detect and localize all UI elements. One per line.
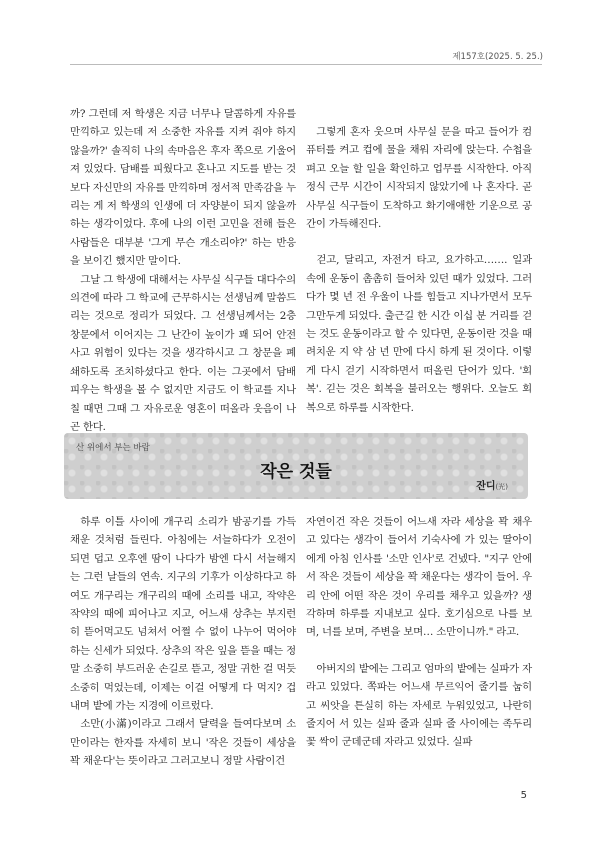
- page-number: 5: [520, 790, 527, 801]
- bottom-right-column: [306, 513, 532, 752]
- issue-label: 제157호(2025. 5. 25.): [452, 52, 543, 62]
- bottom-left-column: [70, 513, 296, 771]
- top-left-column: [70, 105, 296, 436]
- paragraph: 하루 이틀 사이에 개구리 소리가 밤공기를 가득 채운 것처럼 들린다. 아침에는 서늘하다가 오전이 되면 덥고 오후엔 땀이 나다가 밤엔 다시 서늘해지는 그런 날들의 연속. 지구의 기후가 이상하다고 하여도 개구리는 개구리의 때에 소리를 내고, 작약은 작약의 때에 피어나고 지고, 어느새 상추는 부지런히 뜯어먹고도 넘쳐서 어쩔 수 없이 나누어 먹어야 하는 신세가 되었다. 상추의 작은 잎을 뜯을 때는 정말 소중히 부드러운 손길로 뜯고, 정말 귀한 걸 먹듯 소중히 먹었는데, 이제는 이걸 어떻게 다 먹지? 겁내며 밭에 가는 지경에 이르렀다.: [70, 516, 296, 713]
- paragraph: 그날 그 학생에 대해서는 사무실 식구들 대다수의 의견에 따라 그 학교에 근무하시는 선생님께 말씀드리는 것으로 정리가 되었다. 그 선생님께서는 2층 창문에서 이어지는 그 난간이 높이가 꽤 되어 안전사고 위험이 있다는 것을 생각하시고 그 창문을 폐쇄하도록 조치하셨다고 한다. 이는 그곳에서 담배 피우는 학생을 볼 수 없지만 지금도 이 학교를 지나칠 때면 그때 그 자유로운 영혼이 떠올라 웃음이 나곤 한다.: [70, 273, 296, 433]
- header-divider: [70, 64, 542, 65]
- series-title: 산 위에서 부는 바람: [76, 443, 150, 453]
- top-right-column: [306, 105, 532, 417]
- article-banner: [64, 433, 528, 499]
- paragraph: 자연이건 작은 것들이 어느새 자라 세상을 꽉 채우고 있다는 생각이 들어서 기숙사에 가 있는 딸아이에게 아침 인사를 '소만 인사'로 건넸다. "지구 안에서 작은 것들이 세상을 꽉 채운다는 생각이 들어. 우리 안에 어떤 작은 것이 우리를 채우고 있을까? 생각하며 하루를 지내보고 싶다. 호기심으로 나를 보며, 너를 보며, 주변을 보며… 소만이니까." 라고.: [306, 516, 532, 639]
- paragraph: 까? 그런데 저 학생은 지금 너무나 달콤하게 자유를 만끽하고 있는데 저 소중한 자유를 지켜 줘야 하지 않을까?' 솔직히 나의 속마음은 후자 쪽으로 기울어져 있었다. 담배를 피웠다고 혼나고 지도를 받는 것보다 자신만의 자유를 만끽하며 정서적 만족감을 누리는 게 저 학생의 인생에 더 자양분이 되지 않을까 하는 생각이었다. 후에 나의 이런 고민을 전해 들은 사람들은 대부분 '그게 무슨 개소리야?' 하는 반응을 보이긴 했지만 말이다.: [70, 108, 296, 268]
- paragraph: 걷고, 달리고, 자전거 타고, 요가하고……. 일과 속에 운동이 촘촘히 들어차 있던 때가 있었다. 그러다가 몇 년 전 우울이 나를 힘들고 지나가면서 모두 그만두게 되었다. 출근길 한 시간 이십 분 거리를 걷는 것도 운동이라고 할 수 있다면, 운동이란 것을 때려치운 지 약 삼 년 만에 다시 하게 된 것이다. 이렇게 다시 걷기 시작하면서 떠올린 단어가 있다. '회복'. 긷는 것은 회복을 불러오는 행위다. 오늘도 회복으로 하루를 시작한다.: [306, 254, 532, 414]
- author-name: 잔디(光): [476, 481, 508, 492]
- paragraph: 그렇게 혼자 웃으며 사무실 문을 따고 들어가 컴퓨터를 켜고 컵에 물을 채워 자리에 앉는다. 수첩을 펴고 오늘 할 일을 확인하고 업무를 시작한다. 아직 정식 근무 시간이 시작되지 않았기에 나 혼자다. 곧 사무실 식구들이 도착하고 화기애애한 기운으로 공간이 가득해진다.: [306, 126, 532, 231]
- paragraph: 소만(小滿)이라고 그래서 달력을 들여다보며 소만이라는 한자를 자세히 보니 '작은 것들이 세상을 꽉 채운다'는 뜻이라고 그러고보니 정말 사람이건: [70, 718, 296, 768]
- article-title: 작은 것들: [260, 462, 332, 482]
- author-hanja: (光): [495, 483, 508, 491]
- paragraph: 아버지의 밭에는 그리고 엄마의 밭에는 실파가 자라고 있었다. 쪽파는 어느새 무르익어 줄기를 눕히고 씨앗을 튼실히 하는 자세로 누워있었고, 나란히 줄지어 서 있는 실파 줄과 실파 줄 사이에는 족두리꽃 싹이 군데군데 자라고 있었다. 실파: [306, 662, 532, 749]
